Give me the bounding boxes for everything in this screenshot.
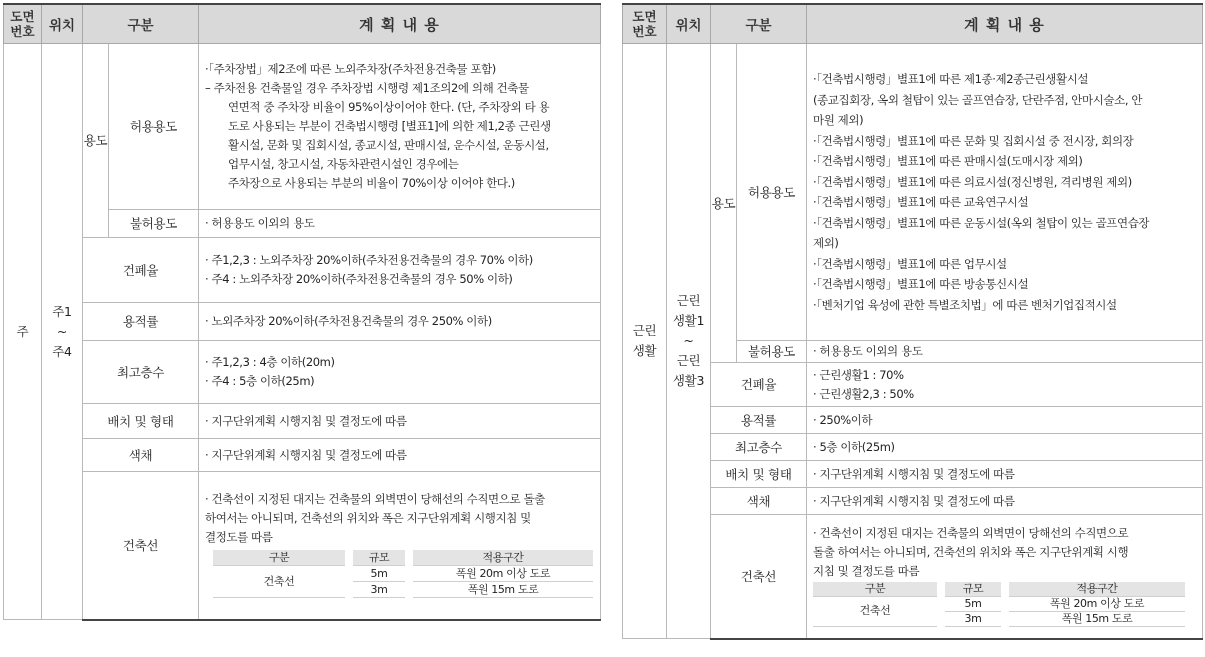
subtable-section: 폭원 20m 이상 도로	[413, 566, 593, 582]
location-cell: 근린 생활1 ~ 근린 생활3	[667, 44, 711, 639]
height-row	[4, 341, 601, 404]
building-line-item: 결정도를 따름	[205, 530, 273, 545]
allowed-use-item: ·「건축법시행령」별표1에 따른 문화 및 집회시설 중 전시장, 회의장	[813, 133, 1134, 148]
allowed-use-item: 연면적 중 주차장 비율이 95%이상이어야 한다. (단, 주차장외 타 용	[228, 100, 550, 114]
subtable-row-label: 건축선	[813, 596, 937, 626]
header-doc-no: 도면번호	[623, 4, 667, 44]
table-header-row	[4, 4, 601, 44]
subtable-header-category: 구분	[813, 582, 937, 597]
coverage-item: · 주1,2,3 : 노외주차장 20%이하(주차전용건축물의 경우 70% 이하)	[205, 253, 533, 267]
far-label: 용적률	[83, 303, 199, 341]
subtable-size: 5m	[353, 566, 405, 582]
layout-row	[4, 404, 601, 439]
allowed-use-item: – 주차전용 건축물일 경우 주차장법 시행령 제1조의2에 의해 건축물	[205, 81, 529, 95]
height-item: · 주4 : 5층 이하(25m)	[205, 374, 315, 388]
allowed-use-content	[807, 44, 1203, 341]
disallowed-use-content: · 허용용도 이외의 용도	[807, 341, 1203, 363]
height-content: · 5층 이하(25m)	[807, 434, 1203, 461]
coverage-item: · 주4 : 노외주차장 20%이하(주차전용건축물의 경우 50% 이하)	[205, 272, 513, 286]
disallowed-use-label: 불허용도	[109, 210, 199, 238]
coverage-content	[199, 238, 601, 303]
table-header-row	[623, 4, 1203, 44]
building-line-subtable	[813, 582, 1185, 627]
allowed-use-item: ·「주차장법」제2조에 따른 노외주차장(주차전용건축물 포함)	[205, 62, 496, 76]
coverage-content	[807, 363, 1203, 407]
allowed-use-item: ·「건축법시행령」별표1에 따른 판매시설(도매시장 제외)	[813, 154, 1083, 168]
subtable-section: 폭원 20m 이상 도로	[1009, 596, 1185, 611]
building-line-label: 건축선	[711, 515, 807, 639]
building-line-item: 돌출 하여서는 아니되며, 건축선의 위치와 폭은 지구단위계획 시행	[813, 544, 1129, 559]
far-row	[4, 303, 601, 341]
allowed-use-item: 마원 제외)	[813, 113, 864, 127]
subtable-section: 폭원 15m 도로	[413, 582, 593, 598]
height-label: 최고층수	[83, 341, 199, 404]
subtable-size: 5m	[945, 596, 1001, 611]
allowed-use-item: ·「건축법시행령」별표1에 따른 방송통신시설	[813, 277, 1029, 291]
header-category: 구분	[711, 4, 807, 44]
far-content: · 노외주차장 20%이하(주차전용건축물의 경우 250% 이하)	[199, 303, 601, 341]
doc-no-cell: 주	[4, 44, 42, 620]
coverage-label: 건폐율	[83, 238, 199, 303]
subtable-header-section: 적용구간	[413, 550, 593, 566]
coverage-label: 건폐율	[711, 363, 807, 407]
disallowed-use-content: · 허용용도 이외의 용도	[199, 210, 601, 238]
color-content: · 지구단위계획 시행지침 및 결정도에 따름	[199, 439, 601, 472]
location-cell: 주1 ~ 주4	[42, 44, 83, 620]
right-plan-table	[622, 3, 1203, 640]
allowed-use-item: 제외)	[813, 236, 839, 250]
subtable-size: 3m	[945, 611, 1001, 626]
allowed-use-label: 허용용도	[737, 44, 807, 341]
building-line-subtable	[213, 550, 593, 598]
allowed-use-item: ·「건축법시행령」별표1에 따른 의료시설(정신병원, 격리병원 제외)	[813, 174, 1132, 189]
far-content: · 250%이하	[807, 407, 1203, 434]
allowed-use-item: ·「건축법시행령」별표1에 따른 제1종·제2종근린생활시설	[813, 72, 1089, 86]
use-label: 용도	[711, 44, 737, 363]
allowed-use-item: ·「벤처기업 육성에 관한 특별조치법」에 따른 벤처기업집적시설	[813, 297, 1117, 312]
allowed-use-item: 주차장으로 사용되는 부분의 비율이 70%이상 이어야 한다.)	[228, 176, 515, 190]
allowed-use-item: ·「건축법시행령」별표1에 따른 업무시설	[813, 256, 1007, 271]
subtable-header-row	[213, 550, 593, 566]
header-category: 구분	[83, 4, 199, 44]
building-line-item: · 건축선이 지정된 대지는 건축물의 외벽면이 당해선의 수직면으로	[813, 525, 1129, 540]
subtable-header-size: 규모	[353, 550, 405, 566]
allowed-use-label: 허용용도	[109, 44, 199, 210]
color-content: · 지구단위계획 시행지침 및 결정도에 따름	[807, 488, 1203, 515]
header-location: 위치	[42, 4, 83, 44]
allowed-use-item: 활시설, 문화 및 집회시설, 종교시설, 판매시설, 운수시설, 운동시설,	[228, 138, 549, 152]
subtable-header-category: 구분	[213, 550, 345, 566]
disallowed-use-label: 불허용도	[737, 341, 807, 363]
subtable-header-section: 적용구간	[1009, 582, 1185, 597]
doc-no-cell: 근린 생활	[623, 44, 667, 639]
subtable-section: 폭원 15m 도로	[1009, 611, 1185, 626]
allowed-use-row	[4, 44, 601, 210]
layout-content: · 지구단위계획 시행지침 및 결정도에 따름	[199, 404, 601, 439]
allowed-use-item: ·「건축법시행령」별표1에 따른 운동시설(옥외 철탑이 있는 골프연습장	[813, 215, 1150, 230]
coverage-row	[4, 238, 601, 303]
allowed-use-item: ·「건축법시행령」별표1에 따른 교육연구시설	[813, 195, 1029, 209]
height-item: · 주1,2,3 : 4층 이하(20m)	[205, 355, 335, 369]
header-content: 계 획 내 용	[807, 4, 1203, 44]
color-label: 색채	[711, 488, 807, 515]
use-label: 용도	[83, 44, 109, 238]
header-location: 위치	[667, 4, 711, 44]
building-line-content	[199, 472, 601, 620]
allowed-use-item: 도로 사용되는 부분이 건축법시행령 [별표1]에 의한 제1,2종 근린생	[228, 119, 551, 133]
subtable-row-label: 건축선	[213, 566, 345, 598]
allowed-use-item: (종교집회장, 옥외 철탑이 있는 골프연습장, 단란주점, 안마시술소, 안	[813, 92, 1143, 107]
building-line-item: 하여서는 아니되며, 건축선의 위치와 폭은 지구단위계획 시행지침 및	[205, 511, 531, 526]
color-label: 색채	[83, 439, 199, 472]
allowed-use-item: 업무시설, 창고시설, 자동차관련시설인 경우에는	[228, 157, 459, 171]
subtable-row	[213, 566, 593, 582]
layout-label: 배치 및 형태	[711, 461, 807, 488]
left-plan-table	[3, 3, 601, 621]
layout-content: · 지구단위계획 시행지침 및 결정도에 따름	[807, 461, 1203, 488]
allowed-use-row	[623, 44, 1203, 341]
building-line-item: · 건축선이 지정된 대지는 건축물의 외벽면이 당해선의 수직면으로 돌출	[205, 492, 545, 507]
header-content: 계 획 내 용	[199, 4, 601, 44]
subtable-header-size: 규모	[945, 582, 1001, 597]
height-content	[199, 341, 601, 404]
subtable-row	[813, 596, 1185, 611]
building-line-label: 건축선	[83, 472, 199, 620]
subtable-size: 3m	[353, 582, 405, 598]
building-line-row	[4, 472, 601, 620]
coverage-item: · 근린생활2,3 : 50%	[813, 386, 914, 401]
layout-label: 배치 및 형태	[83, 404, 199, 439]
header-doc-no: 도면번호	[4, 4, 42, 44]
color-row	[4, 439, 601, 472]
subtable-header-row	[813, 582, 1185, 597]
allowed-use-content	[199, 44, 601, 210]
height-label: 최고층수	[711, 434, 807, 461]
far-label: 용적률	[711, 407, 807, 434]
building-line-content	[807, 515, 1203, 639]
building-line-item: 지침 및 결정도를 따름	[813, 563, 920, 578]
coverage-item: · 근린생활1 : 70%	[813, 367, 904, 382]
